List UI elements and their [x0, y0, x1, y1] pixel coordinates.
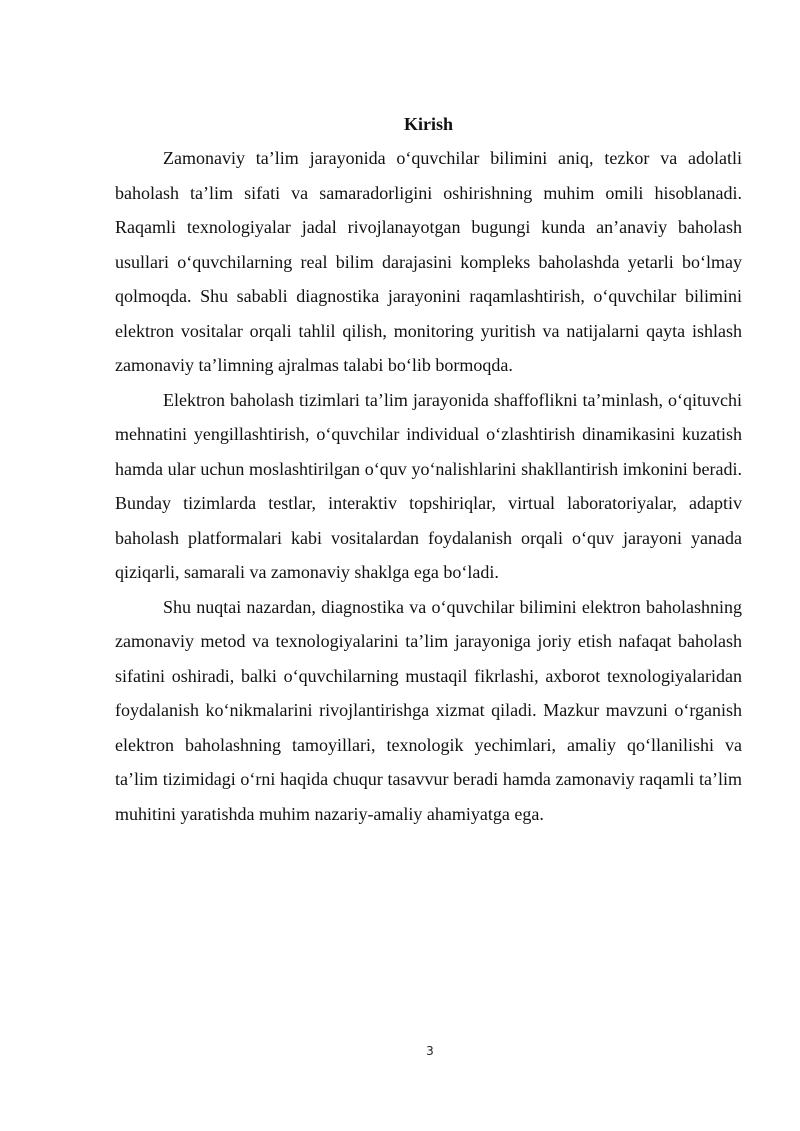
paragraph-2: Elektron baholash tizimlari ta’lim jarayonida shaffoflikni ta’minlash, o‘qituvchi mehnatini yengillashtirish, o‘quvchilar individual o‘zlashtirish dinamikasini kuzatish hamda ular uchun moslashtirilgan o‘quv yo‘nalishlarini shakllantirish imkonini beradi. Bunday tizimlarda testlar, interaktiv topshiriqlar, virtual laboratoriyalar, adaptiv baholash platformalari kabi vositalardan foydalanish orqali o‘quv jarayoni yanada qiziqarli, samarali va zamonaviy shaklga ega bo‘ladi.	[115, 389, 742, 582]
page-content	[115, 110, 742, 831]
page-number: 3	[426, 1044, 434, 1058]
section-title: Kirish	[403, 114, 453, 134]
paragraph-3: Shu nuqtai nazardan, diagnostika va o‘quvchilar bilimini elektron baholashning zamonaviy metod va texnologiyalarini ta’lim jarayoniga joriy etish nafaqat baholash sifatini oshiradi, balki o‘quvchilarning mustaqil fikrlashi, axborot texnologiyalaridan foydalanish ko‘nikmalarini rivojlantirishga xizmat qiladi. Mazkur mavzuni o‘rganish elektron baholashning tamoyillari, texnologik yechimlari, amaliy qo‘llanilishi va ta’lim tizimidagi o‘rni haqida chuqur tasavvur beradi hamda zamonaviy raqamli ta’lim muhitini yaratishda muhim nazariy-amaliy ahamiyatga ega.	[115, 596, 742, 824]
paragraph-1: Zamonaviy ta’lim jarayonida o‘quvchilar bilimini aniq, tezkor va adolatli baholash ta’lim sifati va samaradorligini oshirishning muhim omili hisoblanadi. Raqamli texnologiyalar jadal rivojlanayotgan bugungi kunda an’anaviy baholash usullari o‘quvchilarning real bilim darajasini kompleks baholashda yetarli bo‘lmay qolmoqda. Shu sababli diagnostika jarayonini raqamlashtirish, o‘quvchilar bilimini elektron vositalar orqali tahlil qilish, monitoring yuritish va natijalarni qayta ishlash zamonaviy ta’limning ajralmas talabi bo‘lib bormoqda.	[115, 148, 742, 375]
